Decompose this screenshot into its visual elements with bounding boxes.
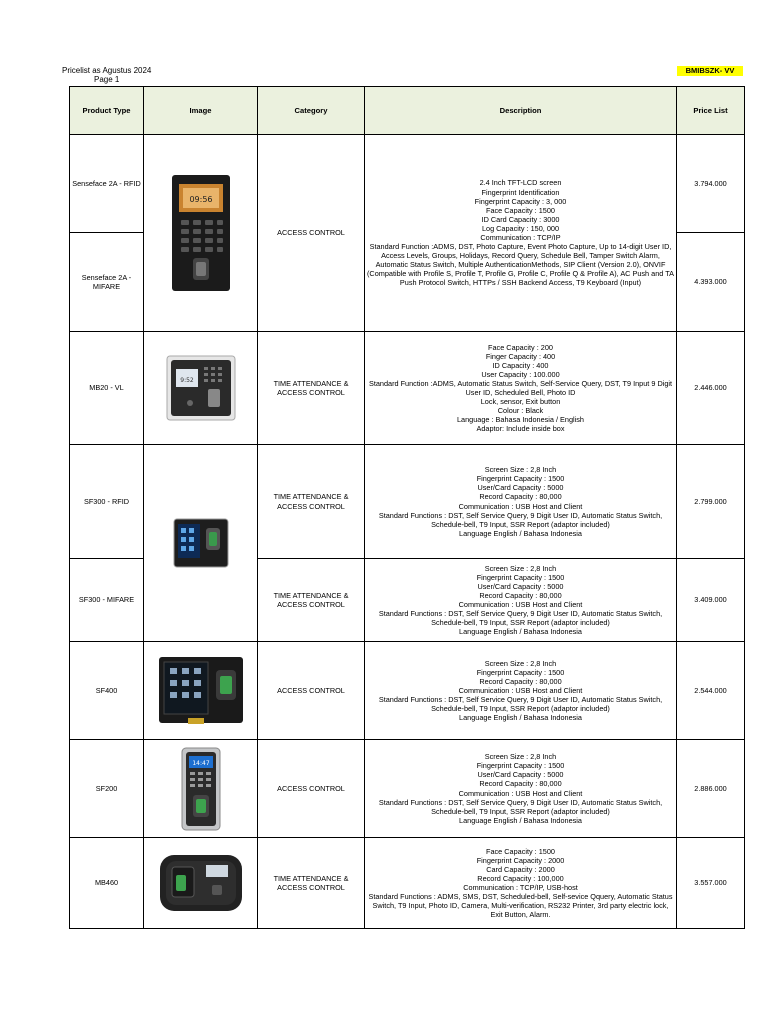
sf200-device-image (181, 747, 221, 831)
product-image-cell (144, 740, 258, 838)
mb20-screen-clock: 9:52 (179, 377, 194, 384)
product-category: TIME ATTENDANCE & ACCESS CONTROL (258, 838, 365, 929)
page-header (62, 66, 151, 84)
col-description: Description (365, 87, 677, 135)
table-row (70, 135, 745, 233)
product-category: ACCESS CONTROL (258, 642, 365, 740)
product-description: 2.4 Inch TFT-LCD screen Fingerprint Identification Fingerprint Capacity : 3, 000 Face Capacity : 1500 ID Card Capacity : 3000 Log Capacity : 150, 000 Communication : TCP/IP Standard Function :ADMS, DST, Photo Capture, Event Photo Capture, Up to 14-digit User ID, Access Levels, Groups, Holidays, Record Query, Schedule Bell, Tamper Switch Alarm, Automatic Status Switch, Multiple AuthenticationMethods, SIP Client (Version 2.0), ONVIF (Compatible with Profile S, Profile T, Profile G, Profile C, Profile Q & Profile A), AC Push and TA Push Protocol Switch, HTTPs / SSH Backend Access, T9 Keyboard (Input) (365, 135, 677, 332)
product-image-cell (144, 642, 258, 740)
col-category: Category (258, 87, 365, 135)
product-description: Screen Size : 2,8 Inch Fingerprint Capacity : 1500 Record Capacity : 80,000 Communication : USB Host and Client Standard Functions : DST, Self Service Query, 9 Digit User ID, Automatic Status Switch, Schedule-bell, T9 Input, SSR Report (adaptor included) Language English / Bahasa Indonesia (365, 642, 677, 740)
product-image-cell (144, 135, 258, 332)
document-code-badge: BMIBSZK- VV (677, 66, 743, 76)
product-image-cell (144, 445, 258, 642)
table-row (70, 838, 745, 929)
product-category: ACCESS CONTROL (258, 740, 365, 838)
sf200-screen-clock: 14:47 (191, 759, 210, 767)
table-row (70, 332, 745, 445)
product-price: 2.886.000 (677, 740, 745, 838)
product-price: 3.557.000 (677, 838, 745, 929)
product-name: MB460 (70, 838, 144, 929)
product-name: SF400 (70, 642, 144, 740)
page-number: Page 1 (94, 75, 120, 84)
product-price: 2.446.000 (677, 332, 745, 445)
product-category: TIME ATTENDANCE & ACCESS CONTROL (258, 332, 365, 445)
product-description: Face Capacity : 1500 Fingerprint Capacity : 2000 Card Capacity : 2000 Record Capacity : 100,000 Communication : TCP/IP, USB-host Standard Functions : ADMS, SMS, DST, Scheduled-bell, Self-sevice Qquery, Automatic Status Switch, T9 Input, Photo ID, Camera, Multi-verification, RS232 Printer, 3rd party electric lock, Exit Button, Alarm. (365, 838, 677, 929)
senseface-device-image (171, 174, 231, 292)
product-price: 2.544.000 (677, 642, 745, 740)
col-price: Price List (677, 87, 745, 135)
price-table (69, 86, 745, 929)
product-description: Screen Size : 2,8 Inch Fingerprint Capacity : 1500 User/Card Capacity : 5000 Record Capacity : 80,000 Communication : USB Host and Client Standard Functions : DST, Self Service Query, 9 Digit User ID, Automatic Status Switch, Schedule-bell, T9 Input, SSR Report (adaptor included) Language English / Bahasa Indonesia (365, 445, 677, 559)
product-description: Screen Size : 2,8 Inch Fingerprint Capacity : 1500 User/Card Capacity : 5000 Record Capacity : 80,000 Communication : USB Host and Client Standard Functions : DST, Self Service Query, 9 Digit User ID, Automatic Status Switch, Schedule-bell, T9 Input, SSR Report (adaptor included) Language English / Bahasa Indonesia (365, 740, 677, 838)
product-name: SF300 - RFID (70, 445, 144, 559)
product-image-cell (144, 838, 258, 929)
table-header-row (70, 87, 745, 135)
product-category: TIME ATTENDANCE & ACCESS CONTROL (258, 445, 365, 559)
table-row (70, 642, 745, 740)
product-description: Screen Size : 2,8 Inch Fingerprint Capacity : 1500 User/Card Capacity : 5000 Record Capacity : 80,000 Communication : USB Host and Client Standard Functions : DST, Self Service Query, 9 Digit User ID, Automatic Status Switch, Schedule-bell, T9 Input, SSR Report (adaptor included) Language English / Bahasa Indonesia (365, 559, 677, 642)
product-price: 2.799.000 (677, 445, 745, 559)
product-image-cell (144, 332, 258, 445)
sf300-device-image (173, 518, 229, 568)
product-name: SF200 (70, 740, 144, 838)
product-name: SF300 - MIFARE (70, 559, 144, 642)
product-name: MB20 - VL (70, 332, 144, 445)
pricelist-title: Pricelist as Agustus 2024 (62, 66, 152, 75)
col-image: Image (144, 87, 258, 135)
product-description: Face Capacity : 200 Finger Capacity : 400 ID Capacity : 400 User Capacity : 100.000 Standard Function :ADMS, Automatic Status Switch, Self-Service Query, DST, T9 Input 9 Digit User ID, Scheduled Bell, Photo ID Lock, sensor, Exit button Colour : Black Language : Bahasa Indonesia / English Adaptor: Include inside box (365, 332, 677, 445)
product-category: ACCESS CONTROL (258, 135, 365, 332)
table-row (70, 445, 745, 559)
table-row (70, 740, 745, 838)
senseface-screen-clock: 09:56 (188, 195, 213, 204)
col-product-type: Product Type (70, 87, 144, 135)
product-name: Senseface 2A - MIFARE (70, 233, 144, 332)
product-price: 3.409.000 (677, 559, 745, 642)
product-name: Senseface 2A - RFID (70, 135, 144, 233)
product-price: 3.794.000 (677, 135, 745, 233)
product-category: TIME ATTENDANCE & ACCESS CONTROL (258, 559, 365, 642)
mb460-device-image (158, 853, 244, 913)
sf400-device-image (158, 656, 244, 726)
product-price: 4.393.000 (677, 233, 745, 332)
mb20-device-image (166, 355, 236, 421)
